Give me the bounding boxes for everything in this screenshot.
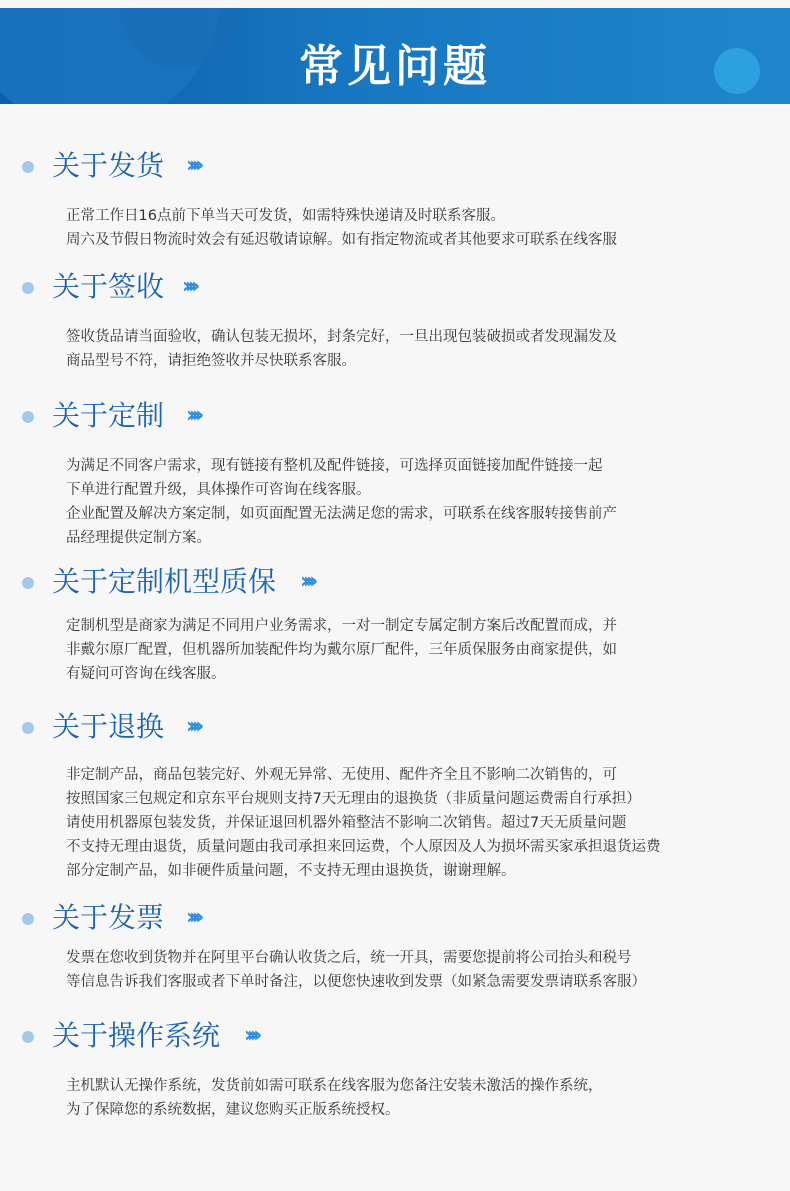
section-line: 周六及节假日物流时效会有延迟敬请谅解。如有指定物流或者其他要求可联系在线客服 xyxy=(66,232,617,248)
section-title: 关于退换 xyxy=(52,710,165,743)
bullet-dot-icon xyxy=(22,282,34,294)
section-line: 下单进行配置升级，具体操作可咨询在线客服。 xyxy=(66,482,371,498)
double-chevron-right-icon: ›››› xyxy=(300,569,313,594)
faq-section-customization xyxy=(0,396,790,546)
double-chevron-right-icon: ›››› xyxy=(186,403,199,428)
section-line: 按照国家三包规定和京东平台规则支持7天无理由的退换货（非质量问题运费需自行承担） xyxy=(66,791,641,807)
section-line: 企业配置及解决方案定制，如页面配置无法满足您的需求，可联系在线客服转接售前产 xyxy=(66,506,617,522)
section-line: 品经理提供定制方案。 xyxy=(66,530,211,546)
section-line: 等信息告诉我们客服或者下单时备注，以便您快速收到发票（如紧急需要发票请联系客服） xyxy=(66,974,646,990)
faq-section-receipt xyxy=(0,267,790,369)
section-line: 发票在您收到货物并在阿里平台确认收货之后，统一开具，需要您提前将公司抬头和税号 xyxy=(66,950,632,966)
section-line: 签收货品请当面验收，确认包装无损坏，封条完好，一旦出现包装破损或者发现漏发及 xyxy=(66,329,617,345)
section-line: 为满足不同客户需求，现有链接有整机及配件链接，可选择页面链接加配件链接一起 xyxy=(66,458,603,474)
section-line: 不支持无理由退货，质量问题由我司承担来回运费，个人原因及人为损坏需买家承担退货运费 xyxy=(66,839,661,855)
double-chevron-right-icon: ›››› xyxy=(182,274,195,299)
double-chevron-right-icon: ›››› xyxy=(186,905,199,930)
section-title: 关于签收 xyxy=(52,270,165,303)
section-title: 关于操作系统 xyxy=(52,1019,221,1052)
section-line: 为了保障您的系统数据，建议您购买正版系统授权。 xyxy=(66,1102,400,1118)
section-line: 定制机型是商家为满足不同用户业务需求，一对一制定专属定制方案后改配置而成，并 xyxy=(66,618,617,634)
bullet-dot-icon xyxy=(22,722,34,734)
bullet-dot-icon xyxy=(22,161,34,173)
faq-section-custom-warranty xyxy=(0,562,790,682)
section-line: 主机默认无操作系统，发货前如需可联系在线客服为您备注安装未激活的操作系统， xyxy=(66,1078,603,1094)
section-line: 正常工作日16点前下单当天可发货，如需特殊快递请及时联系客服。 xyxy=(66,208,505,224)
section-line: 部分定制产品，如非硬件质量问题，不支持无理由退换货，谢谢理解。 xyxy=(66,863,516,879)
section-line: 有疑问可咨询在线客服。 xyxy=(66,666,226,682)
faq-section-returns xyxy=(0,707,790,879)
bullet-dot-icon xyxy=(22,1031,34,1043)
section-line: 非戴尔原厂配置，但机器所加装配件均为戴尔原厂配件，三年质保服务由商家提供，如 xyxy=(66,642,617,658)
page-title: 常见问题 xyxy=(299,41,491,92)
faq-section-shipping xyxy=(0,146,790,248)
section-title: 关于定制 xyxy=(52,399,165,432)
double-chevron-right-icon: ›››› xyxy=(186,714,199,739)
section-line: 请使用机器原包装发货，并保证退回机器外箱整洁不影响二次销售。超过7天无质量问题 xyxy=(66,815,627,831)
section-title: 关于发货 xyxy=(52,149,165,182)
bullet-dot-icon xyxy=(22,913,34,925)
bullet-dot-icon xyxy=(22,411,34,423)
double-chevron-right-icon: ›››› xyxy=(186,153,199,178)
section-line: 非定制产品，商品包装完好、外观无异常、无使用、配件齐全且不影响二次销售的，可 xyxy=(66,767,617,783)
faq-section-os xyxy=(0,1016,790,1118)
section-title: 关于定制机型质保 xyxy=(52,565,277,598)
faq-content xyxy=(0,104,790,1191)
double-chevron-right-icon: ›››› xyxy=(244,1023,257,1048)
bullet-dot-icon xyxy=(22,577,34,589)
section-line: 商品型号不符，请拒绝签收并尽快联系客服。 xyxy=(66,353,356,369)
faq-section-invoice xyxy=(0,898,790,990)
header-banner xyxy=(0,8,790,104)
section-title: 关于发票 xyxy=(52,901,165,934)
